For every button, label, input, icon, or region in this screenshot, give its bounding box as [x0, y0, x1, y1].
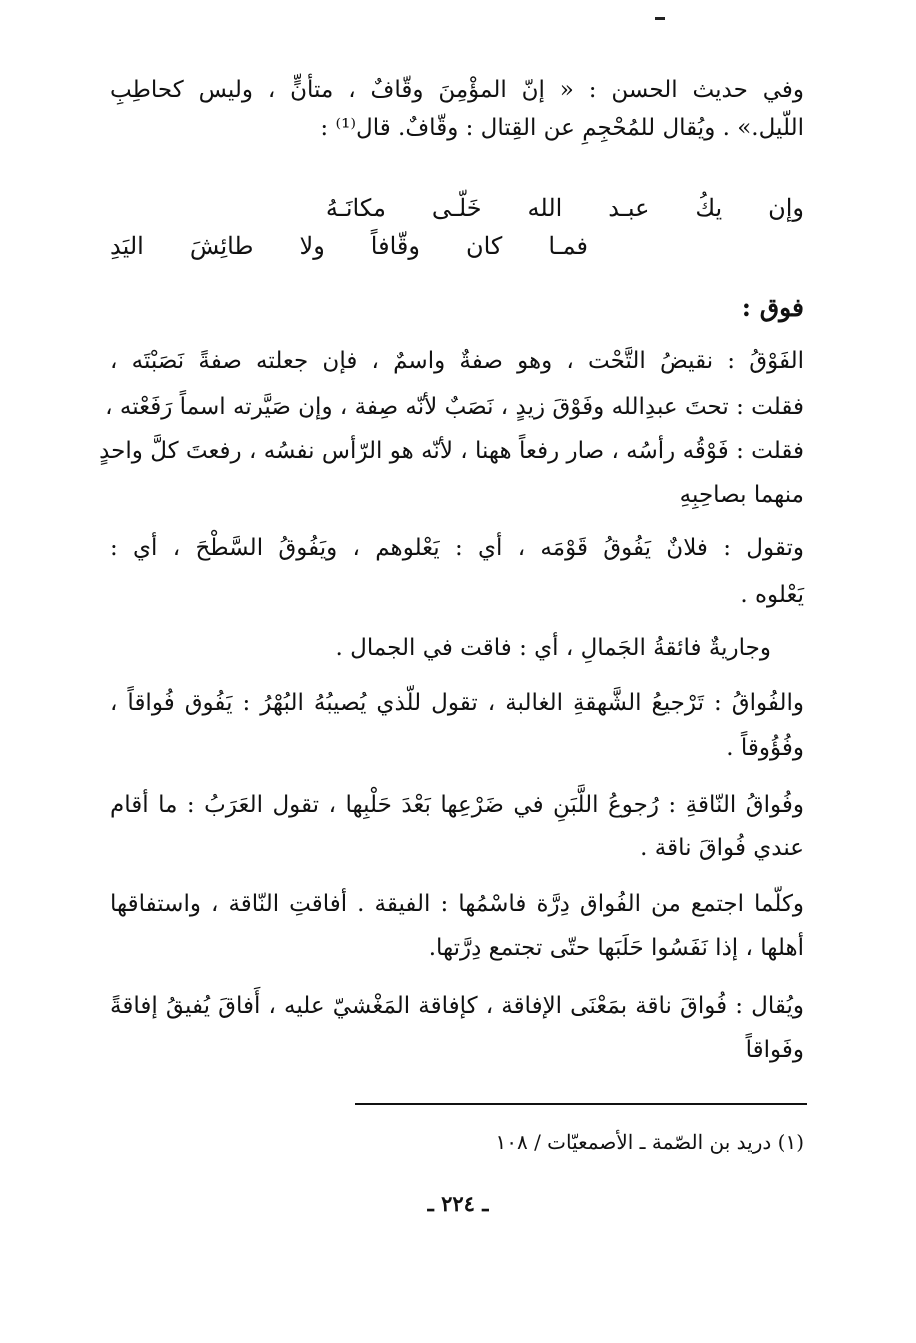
text-line: ويُقال : فُواقَ ناقة بمَعْنَى الإفاقة ، كإفاقة المَغْشيّ عليه ، أَفاقَ يُفيقُ إفاقةً — [110, 993, 804, 1019]
text-line: الفَوْقُ : نقيضُ التَّحْت ، وهو صفةٌ واسمٌ ، فإن جعلته صفةً نَصَبْتَه ، — [110, 348, 804, 374]
text-line: وجاريةٌ فائقةُ الجَمالِ ، أي : فاقت في الجمال . — [335, 635, 771, 661]
verse-word: خَلّـى — [431, 194, 482, 222]
text-line: عندي فُواقَ ناقة . — [640, 835, 804, 861]
verse-line-2 — [110, 228, 804, 264]
text-line: منهما بصاحِبِهِ — [679, 482, 804, 508]
verse-word: اليَدِ — [110, 232, 144, 260]
verse-line-1 — [110, 190, 804, 226]
verse-word: فمـا — [548, 232, 589, 260]
text-line: وتقول : فلانٌ يَفُوقُ قَوْمَه ، أي : يَعْلوهم ، ويَفُوقُ السَّطْحَ ، أي : — [110, 535, 804, 561]
verse-word: طائِشَ — [189, 232, 254, 260]
text-line: فقلت : تحتَ عبدِالله وفَوْقَ زيدٍ ، نَصَبٌ لأنّه صِفة ، وإن صَيَّرته اسماً رَفَعْته ، — [105, 394, 804, 420]
page-mark — [655, 17, 665, 20]
text-line: وفُؤُوقاً . — [726, 735, 804, 761]
text-line: وفي حديث الحسن : « إنّ المؤْمِنَ وقّافٌ ، متأنٍّ ، وليس كحاطِبِ — [110, 77, 804, 103]
verse-word: مكانَـهُ — [325, 194, 386, 222]
footnote: (١) دريد بن الصّمة ـ الأصمعيّات / ١٠٨ — [495, 1130, 804, 1154]
text-line: فقلت : فَوْقُه رأسُه ، صار رفعاً ههنا ، لأنّه هو الرّأس نفسُه ، رفعتَ كلَّ واحدٍ — [99, 438, 804, 464]
verse-word: وإن — [768, 194, 804, 222]
footnote-divider — [355, 1103, 807, 1105]
verse-word: وقّافاً — [370, 232, 420, 260]
verse-word: عبـد — [608, 194, 650, 222]
text-line: والفُواقُ : تَرْجيعُ الشَّهقةِ الغالبة ، تقول للّذي يُصيبُهُ البُهْرُ : يَفُوق فُواقاً ، — [110, 690, 804, 716]
text-line: وفُواقُ النّاقةِ : رُجوعُ اللَّبَنِ في ضَرْعِها بَعْدَ حَلْبِها ، تقول العَرَبُ : ما أقام — [110, 792, 804, 818]
verse-word: كان — [465, 232, 503, 260]
verse-word: يكُ — [695, 194, 723, 222]
section-heading: فوق : — [741, 293, 804, 322]
text-line: وكلّما اجتمع من الفُواق دِرَّة فاسْمُها : الفيقة . أفاقتِ النّاقة ، واستفاقها — [110, 891, 804, 917]
page-number: ـ ٢٢٤ ـ — [427, 1191, 489, 1216]
verse-word: ولا — [299, 232, 325, 260]
text-line: أهلها ، إذا نَفَسُوا حَلَبَها حتّى تجتمع دِرَّتها. — [428, 935, 804, 961]
text-line: وفَواقاً — [745, 1037, 804, 1063]
verse-word: الله — [527, 194, 563, 222]
text-line: يَعْلوه . — [740, 582, 804, 608]
text-line: اللّيل.» . ويُقال للمُحْجِمِ عن القِتال : وقّافٌ. قال⁽¹⁾ : — [320, 115, 804, 141]
